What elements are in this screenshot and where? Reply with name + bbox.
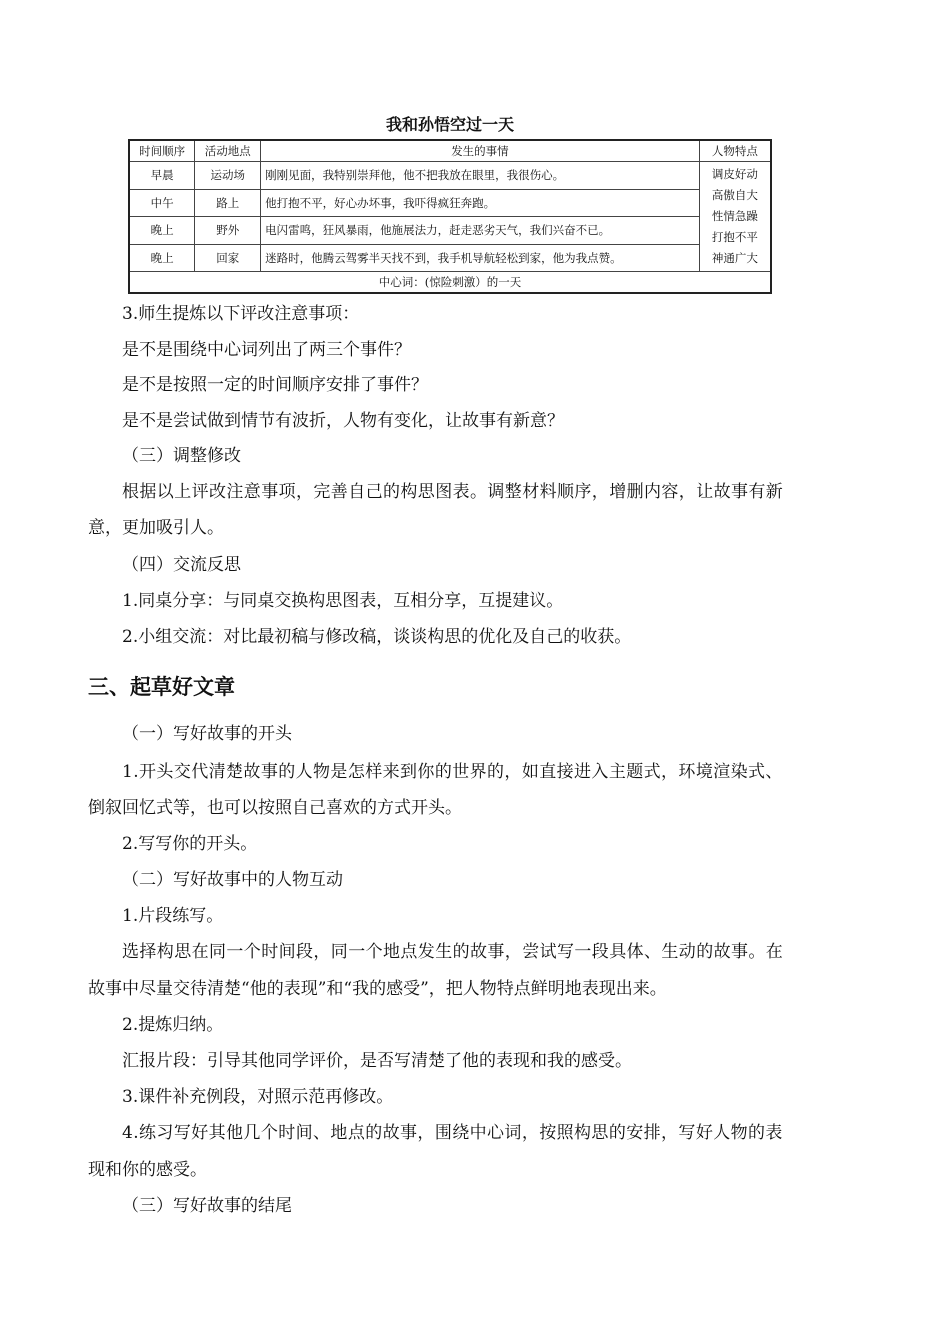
paragraph: 2.提炼归纳。: [122, 1015, 224, 1035]
cell-place: 回家: [195, 244, 261, 272]
trait-item: 高傲自大: [711, 188, 758, 202]
cell-event: 电闪雷鸣，狂风暴雨，他施展法力，赶走恶劣天气，我们兴奋不已。: [261, 217, 700, 245]
table-row: [129, 244, 771, 272]
paragraph: 1.片段练写。: [122, 906, 224, 926]
header-time: 时间顺序: [129, 140, 195, 162]
paragraph: 2.小组交流：对比最初稿与修改稿，谈谈构思的优化及自己的收获。: [122, 627, 632, 647]
section-subheading: （四）交流反思: [122, 555, 241, 575]
paragraph: 4.练习写好其他几个时间、地点的故事，围绕中心词，按照构思的安排，写好人物的表: [122, 1123, 783, 1143]
cell-place: 路上: [195, 189, 261, 217]
trait-item: 性情急躁: [711, 209, 758, 223]
paragraph-continuation: 倒叙回忆式等，也可以按照自己喜欢的方式开头。: [88, 798, 462, 818]
trait-item: 神通广大: [711, 251, 758, 265]
table-row: [129, 217, 771, 245]
paragraph: 3.课件补充例段，对照示范再修改。: [122, 1087, 394, 1107]
section-subheading: （三）调整修改: [122, 446, 241, 466]
paragraph: 是不是按照一定的时间顺序安排了事件？: [122, 375, 428, 395]
table-title: 我和孙悟空过一天: [385, 115, 514, 134]
section-subheading: （二）写好故事中的人物互动: [122, 870, 343, 890]
paragraph: 1.同桌分享：与同桌交换构思图表，互相分享，互提建议。: [122, 591, 564, 611]
paragraph: 选择构思在同一个时间段，同一个地点发生的故事，尝试写一段具体、生动的故事。在: [122, 942, 784, 962]
table-header-row: [129, 140, 771, 162]
section-subheading: （一）写好故事的开头: [122, 724, 292, 744]
table-row: [129, 189, 771, 217]
paragraph-continuation: 故事中尽量交待清楚“他的表现”和“我的感受”，把人物特点鲜明地表现出来。: [88, 979, 667, 999]
section-subheading: （三）写好故事的结尾: [122, 1196, 292, 1216]
cell-event: 刚刚见面，我特别崇拜他，他不把我放在眼里，我很伤心。: [261, 162, 700, 190]
paragraph: 根据以上评改注意事项，完善自己的构思图表。调整材料顺序，增删内容，让故事有新: [122, 482, 784, 502]
cell-event: 他打抱不平，好心办坏事，我吓得疯狂奔跑。: [261, 189, 700, 217]
cell-time: 晚上: [129, 217, 195, 245]
table-footer: 中心词：(惊险刺激）的一天: [129, 272, 771, 294]
paragraph: 是不是围绕中心词列出了两三个事件？: [122, 340, 411, 360]
header-place: 活动地点: [195, 140, 261, 162]
cell-traits: [699, 162, 771, 272]
cell-event: 迷路时，他腾云驾雾半天找不到，我手机导航轻松到家，他为我点赞。: [261, 244, 700, 272]
cell-time: 晚上: [129, 244, 195, 272]
table-row: [129, 162, 771, 190]
paragraph: 2.写写你的开头。: [122, 834, 258, 854]
cell-time: 早晨: [129, 162, 195, 190]
cell-time: 中午: [129, 189, 195, 217]
paragraph-continuation: 现和你的感受。: [88, 1160, 207, 1180]
table-footer-row: [129, 272, 771, 294]
header-traits: 人物特点: [699, 140, 771, 162]
trait-item: 调皮好动: [711, 167, 758, 181]
paragraph-continuation: 意，更加吸引人。: [88, 518, 224, 538]
trait-item: 打抱不平: [711, 230, 758, 244]
cell-place: 野外: [195, 217, 261, 245]
header-event: 发生的事情: [261, 140, 700, 162]
paragraph: 1.开头交代清楚故事的人物是怎样来到你的世界的，如直接进入主题式，环境渲染式、: [122, 762, 783, 782]
story-plan-table: [128, 139, 772, 294]
paragraph: 汇报片段：引导其他同学评价，是否写清楚了他的表现和我的感受。: [122, 1051, 632, 1071]
section-heading: 三、起草好文章: [88, 675, 235, 699]
cell-place: 运动场: [195, 162, 261, 190]
paragraph: 是不是尝试做到情节有波折，人物有变化，让故事有新意？: [122, 411, 564, 431]
paragraph: 3.师生提炼以下评改注意事项：: [122, 304, 360, 324]
